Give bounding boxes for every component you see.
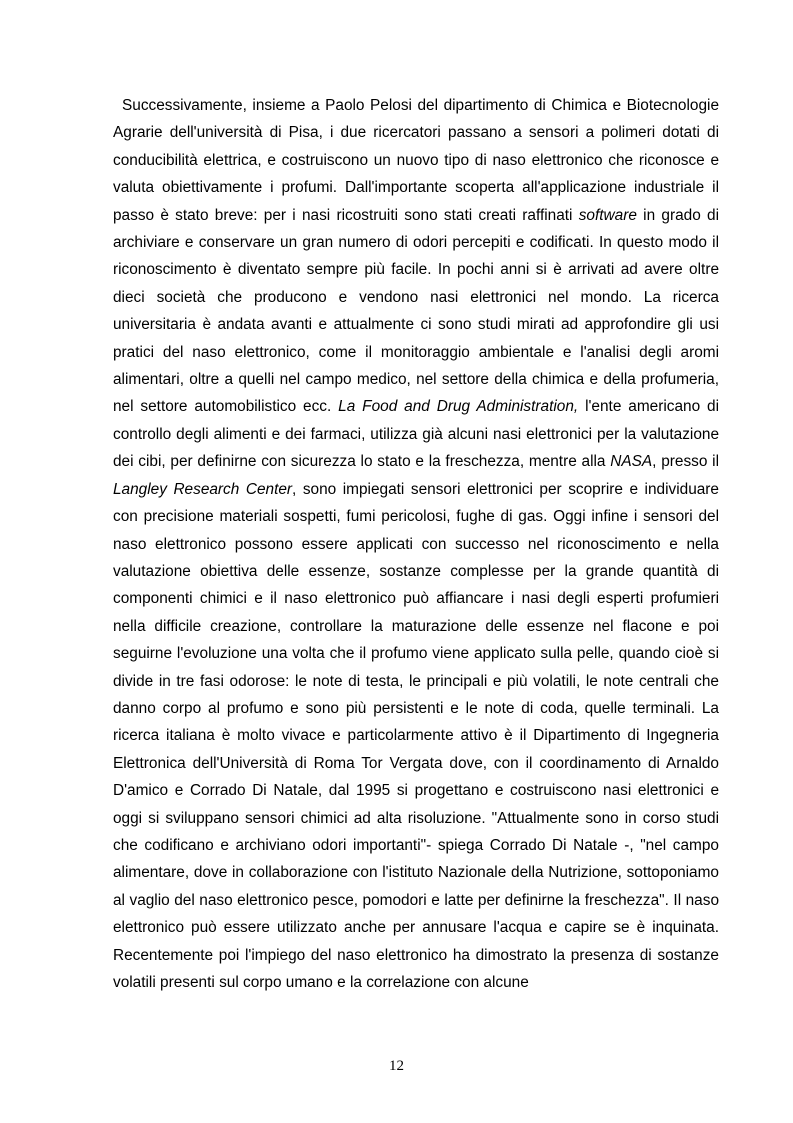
- italic-term-fda: La Food and Drug Administration,: [338, 398, 579, 416]
- text-segment: in grado di archiviare e conservare un gran numero di odori percepiti e codificati. In questo modo il riconoscimento è diventato sempre più facile. In pochi anni si è arrivati ad avere oltre dieci società che producono e vendono nasi elettronici nel mondo. La ricerca universitaria è andata avanti e attualmente ci sono studi mirati ad approfondire gli usi pratici del naso elettronico, come il monitoraggio ambientale e l'analisi degli aromi alimentari, oltre a quelli nel campo medico, nel settore della chimica e della profumeria, nel settore automobilistico ecc.: [113, 206, 719, 416]
- text-segment: , sono impiegati sensori elettronici per scoprire e individuare con precisione materiali sospetti, fumi pericolosi, fughe di gas. Oggi infine i sensori del naso elettronico possono essere applicati con successo nel riconoscimento e nella valutazione obiettiva delle essenze, sostanze complesse per la grande quantità di componenti chimici e il naso elettronico può affiancare i nasi degli esperti profumieri nella difficile creazione, controllare la maturazione delle essenze nel flacone e poi seguirne l'evoluzione una volta che il profumo viene applicato sulla pelle, quando cioè si divide in tre fasi odorose: le note di testa, le principali e più volatili, le note centrali che danno corpo al profumo e sono più persistenti e le note di coda, quelle terminali. La ricerca italiana è molto vivace e particolarmente attivo è il Dipartimento di Ingegneria Elettronica dell'Università di Roma Tor Vergata dove, con il coordinamento di Arnaldo D'amico e Corrado Di Natale, dal 1995 si progettano e costruiscono nasi elettronici e oggi si sviluppano sensori chimici ad alta risoluzione. "Attualmente sono in corso studi che codificano e archiviano odori importanti"- spiega Corrado Di Natale -, "nel campo alimentare, dove in collaborazione con l'istituto Nazionale della Nutrizione, sottoponiamo al vaglio del naso elettronico pesce, pomodori e latte per definirne la freschezza". Il naso elettronico può essere utilizzato anche per annusare l'acqua e capire se è inquinata. Recentemente poi l'impiego del naso elettronico ha dimostrato la presenza di sostanze volatili presenti sul corpo umano e la correlazione con alcune: [113, 480, 719, 991]
- body-paragraph: [113, 92, 719, 996]
- italic-term-langley: Langley Research Center: [113, 480, 293, 498]
- text-segment: l'ente americano di controllo degli alimenti e dei farmaci, utilizza già alcuni nasi elettronici per la valutazione dei cibi, per definirne con sicurezza lo stato e la freschezza, mentre alla: [113, 398, 720, 471]
- page-number: 12: [389, 1058, 404, 1074]
- italic-term-nasa: NASA: [610, 453, 653, 471]
- text-segment: Successivamente, insieme a Paolo Pelosi del dipartimento di Chimica e Biotecnologie Agrarie dell'università di Pisa, i due ricercatori passano a sensori a polimeri dotati di conducibilità elettrica, e costruiscono un nuovo tipo di naso elettronico che riconosce e valuta obiettivamente i profumi. Dall'importante scoperta all'applicazione industriale il passo è stato breve: per i nasi ricostruiti sono stati creati raffinati: [113, 97, 719, 224]
- italic-term-software: software: [578, 206, 637, 224]
- text-segment: , presso il: [652, 453, 719, 471]
